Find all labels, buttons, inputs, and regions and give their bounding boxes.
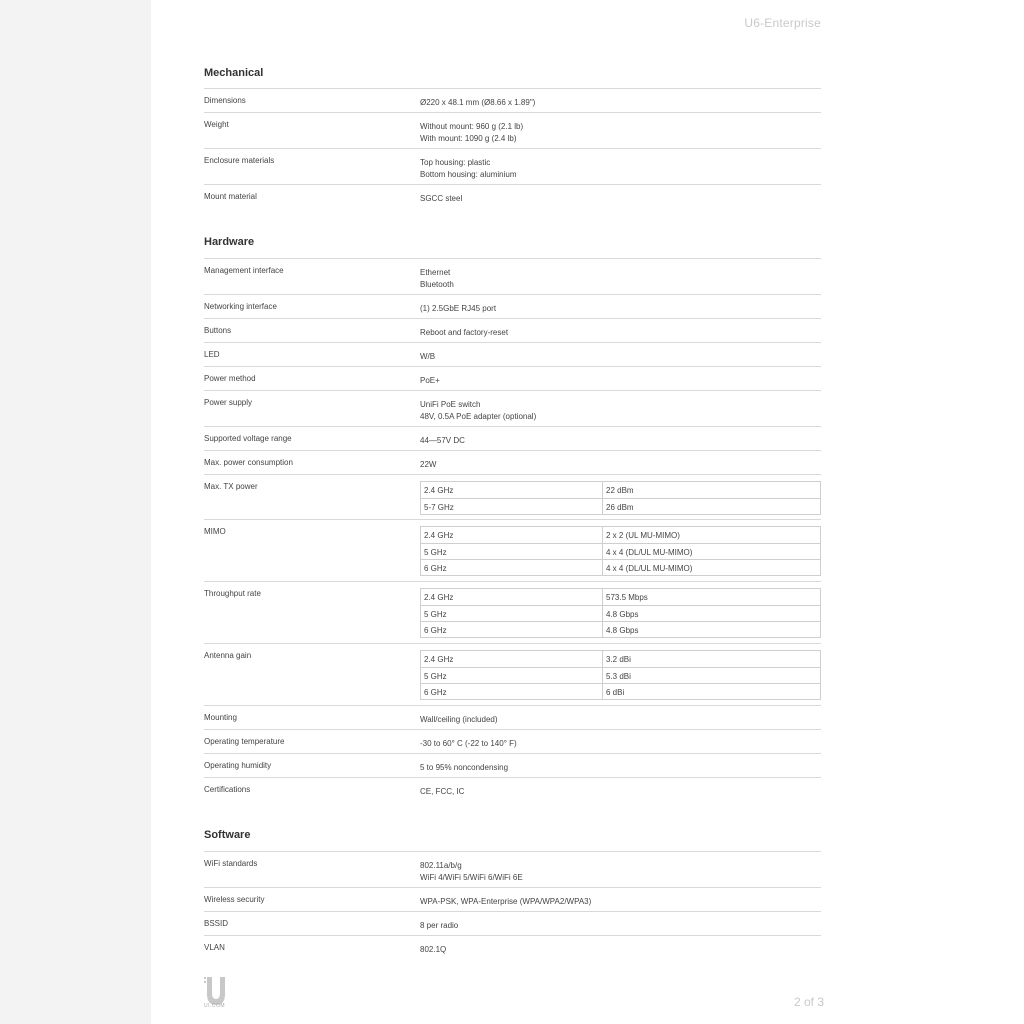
spec-label: Supported voltage range	[204, 434, 292, 443]
spec-value: 5 to 95% noncondensing	[420, 763, 509, 772]
spec-row	[204, 705, 821, 729]
spec-value: Top housing: plastic Bottom housing: aluminium	[420, 158, 517, 179]
spec-label: Mount material	[204, 192, 257, 201]
spec-row	[204, 342, 821, 366]
mimo-table	[420, 526, 821, 576]
spec-value: PoE+	[420, 376, 440, 385]
throughput-table	[420, 588, 821, 638]
spec-row	[204, 366, 821, 390]
spec-row	[204, 581, 821, 643]
spec-value: 802.1Q	[420, 945, 447, 954]
spec-row	[204, 184, 821, 208]
spec-value: -30 to 60° C (-22 to 140° F)	[420, 739, 517, 748]
spec-row	[204, 851, 821, 887]
spec-row	[204, 112, 821, 148]
spec-row	[204, 148, 821, 184]
spec-value: 44—57V DC	[420, 436, 465, 445]
table-row: 5 GHz 5.3 dBi	[421, 667, 820, 683]
spec-label: Throughput rate	[204, 589, 261, 598]
table-row: 2.4 GHz 573.5 Mbps	[421, 589, 820, 605]
table-row: 2.4 GHz 22 dBm	[421, 482, 820, 498]
spec-value: Wall/ceiling (included)	[420, 715, 498, 724]
section-title-mechanical: Mechanical	[204, 67, 264, 79]
spec-value: 22W	[420, 460, 437, 469]
table-row: 6 GHz 4 x 4 (DL/UL MU-MIMO)	[421, 559, 820, 575]
spec-label: Max. TX power	[204, 482, 258, 491]
spec-row	[204, 474, 821, 519]
page-number: 2 of 3	[794, 995, 825, 1009]
table-row: 5-7 GHz 26 dBm	[421, 498, 820, 514]
spec-row	[204, 935, 821, 959]
spec-row	[204, 729, 821, 753]
spec-row	[204, 911, 821, 935]
spec-row	[204, 777, 821, 801]
tx-power-table	[420, 481, 821, 515]
spec-label: WiFi standards	[204, 859, 258, 868]
spec-row	[204, 258, 821, 294]
spec-value: W/B	[420, 352, 436, 361]
spec-value: (1) 2.5GbE RJ45 port	[420, 304, 497, 313]
spec-label: Power method	[204, 374, 256, 383]
table-row: 2.4 GHz 3.2 dBi	[421, 651, 820, 667]
spec-label: Max. power consumption	[204, 458, 293, 467]
spec-page	[151, 0, 1024, 1024]
spec-label: Enclosure materials	[204, 156, 275, 165]
spec-label: Buttons	[204, 326, 232, 335]
spec-row	[204, 390, 821, 426]
spec-label: VLAN	[204, 943, 225, 952]
spec-value: CE, FCC, IC	[420, 787, 465, 796]
spec-value: WPA-PSK, WPA-Enterprise (WPA/WPA2/WPA3)	[420, 897, 592, 906]
spec-value: Without mount: 960 g (2.1 lb) With mount: 1090 g (2.4 lb)	[420, 122, 524, 143]
spec-row	[204, 887, 821, 911]
spec-row	[204, 88, 821, 112]
table-row: 5 GHz 4 x 4 (DL/UL MU-MIMO)	[421, 543, 820, 559]
spec-label: Power supply	[204, 398, 253, 407]
spec-label: Networking interface	[204, 302, 277, 311]
spec-label: Wireless security	[204, 895, 265, 904]
spec-row	[204, 426, 821, 450]
spec-label: Certifications	[204, 785, 251, 794]
antenna-gain-table	[420, 650, 821, 700]
spec-row	[204, 450, 821, 474]
section-title-hardware: Hardware	[204, 236, 255, 248]
spec-row	[204, 294, 821, 318]
spec-label: Operating temperature	[204, 737, 285, 746]
spec-value: 8 per radio	[420, 921, 459, 930]
spec-label: Management interface	[204, 266, 284, 275]
table-row: 5 GHz 4.8 Gbps	[421, 605, 820, 621]
spec-row	[204, 753, 821, 777]
spec-row	[204, 643, 821, 705]
spec-label: LED	[204, 350, 220, 359]
spec-label: Dimensions	[204, 96, 246, 105]
spec-label: Antenna gain	[204, 651, 252, 660]
logo-text: UI.COM	[204, 1003, 226, 1009]
spec-label: Operating humidity	[204, 761, 272, 770]
doc-title: U6-Enterprise	[744, 16, 821, 30]
spec-value: Ø220 x 48.1 mm (Ø8.66 x 1.89")	[420, 98, 536, 107]
spec-value: Ethernet Bluetooth	[420, 268, 454, 289]
table-row: 6 GHz 4.8 Gbps	[421, 621, 820, 637]
table-row: 6 GHz 6 dBi	[421, 683, 820, 699]
section-title-software: Software	[204, 829, 251, 841]
spec-label: Weight	[204, 120, 229, 129]
spec-value: SGCC steel	[420, 194, 463, 203]
spec-value: Reboot and factory-reset	[420, 328, 509, 337]
spec-value: 802.11a/b/g WiFi 4/WiFi 5/WiFi 6/WiFi 6E	[420, 861, 523, 882]
spec-value: UniFi PoE switch 48V, 0.5A PoE adapter (optional)	[420, 400, 537, 421]
spec-row	[204, 519, 821, 581]
spec-label: BSSID	[204, 919, 229, 928]
table-row: 2.4 GHz 2 x 2 (UL MU-MIMO)	[421, 527, 820, 543]
spec-label: Mounting	[204, 713, 237, 722]
spec-row	[204, 318, 821, 342]
spec-label: MIMO	[204, 527, 226, 536]
